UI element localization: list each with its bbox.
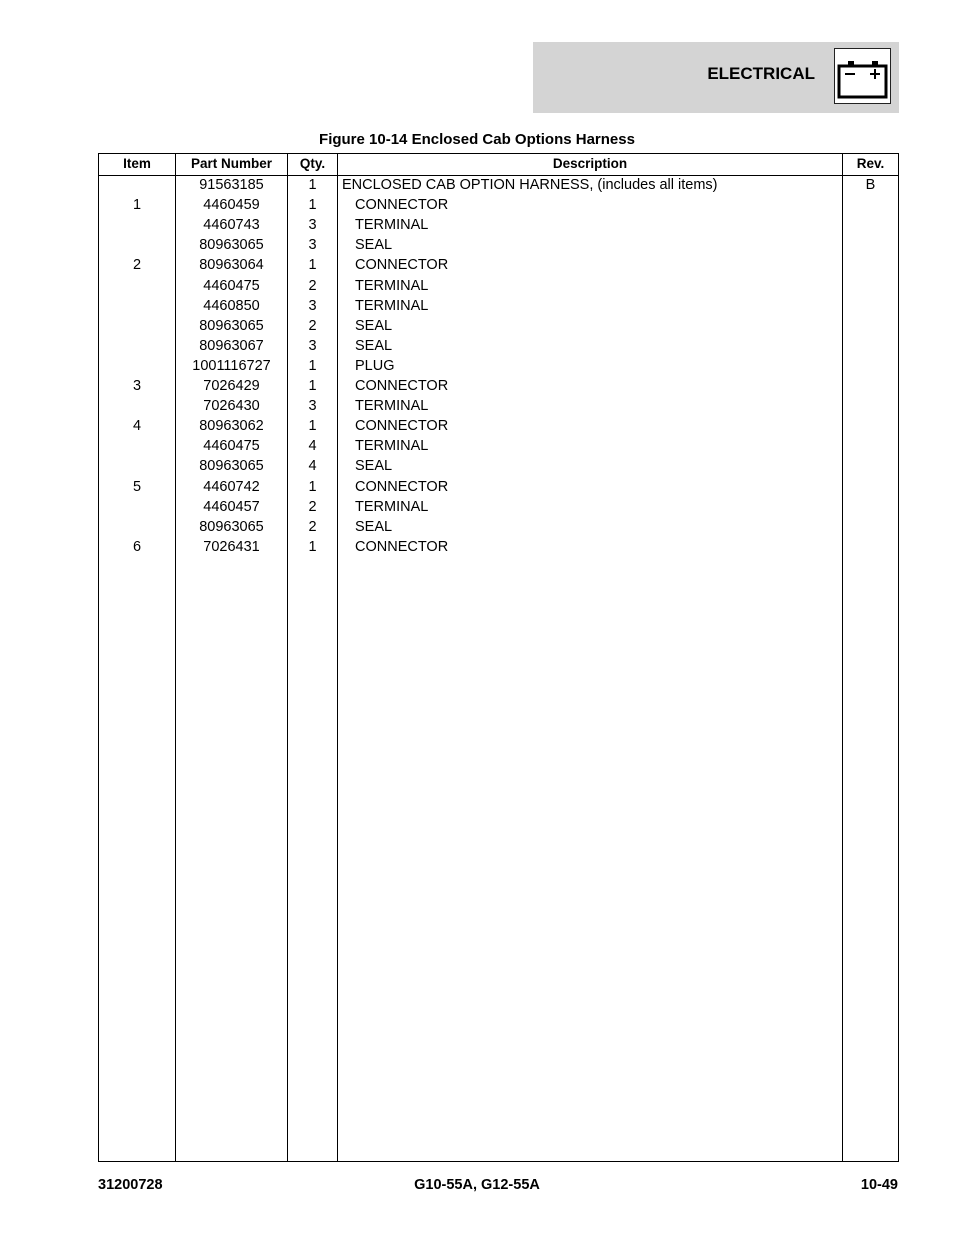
description-cell: CONNECTOR: [355, 418, 449, 435]
part-number-cell: 80963065: [199, 317, 264, 334]
table-row: [99, 416, 898, 436]
description-cell: SEAL: [355, 317, 393, 334]
battery-icon-graphic: [835, 49, 890, 103]
footer-doc-number: 31200728: [98, 1177, 163, 1193]
qty-cell: 3: [308, 297, 317, 314]
qty-cell: 4: [308, 458, 317, 475]
table-row: [99, 436, 898, 456]
footer-models: G10-55A, G12-55A: [414, 1177, 540, 1193]
qty-cell: 1: [308, 177, 317, 193]
description-cell: TERMINAL: [355, 277, 429, 294]
description-cell: TERMINAL: [355, 498, 429, 515]
qty-cell: 2: [308, 277, 317, 294]
battery-icon: [834, 48, 891, 104]
table-row: [99, 215, 898, 235]
rev-cell: B: [865, 177, 876, 193]
description-cell: TERMINAL: [355, 217, 429, 234]
qty-cell: 3: [308, 237, 317, 254]
qty-cell: 1: [308, 357, 317, 374]
qty-cell: 2: [308, 317, 317, 334]
table-row: [99, 477, 898, 497]
part-number-cell: 4460850: [203, 297, 260, 314]
table-row: [99, 235, 898, 255]
header-description: Description: [552, 156, 628, 171]
description-cell: CONNECTOR: [355, 257, 449, 274]
item-cell: 3: [132, 378, 142, 394]
part-number-cell: 1001116727: [192, 357, 271, 374]
description-cell: SEAL: [355, 237, 393, 254]
qty-cell: 3: [308, 217, 317, 234]
description-cell: CONNECTOR: [355, 378, 449, 394]
header-part-number: Part Number: [190, 156, 273, 171]
table-row: [99, 517, 898, 537]
table-row: [99, 396, 898, 416]
table-row: [99, 296, 898, 316]
header-item: Item: [123, 156, 151, 171]
part-number-cell: 80963065: [199, 458, 264, 475]
part-number-cell: 4460457: [203, 498, 260, 515]
qty-cell: 1: [308, 538, 317, 555]
part-number-cell: 80963065: [199, 518, 264, 535]
part-number-cell: 4460743: [203, 217, 260, 234]
part-number-cell: 80963067: [199, 337, 264, 354]
table-row: [99, 195, 898, 215]
description-cell: CONNECTOR: [355, 478, 449, 495]
table-row: [99, 537, 898, 557]
qty-cell: 1: [308, 197, 317, 214]
table-row: [99, 175, 898, 195]
qty-cell: 1: [308, 418, 317, 435]
part-number-cell: 80963064: [199, 257, 264, 274]
part-number-cell: 4460742: [203, 478, 260, 495]
table-row: [99, 456, 898, 476]
table-row: [99, 376, 898, 396]
part-number-cell: 4460459: [203, 197, 260, 214]
item-cell: 6: [132, 538, 142, 555]
figure-title: Figure 10-14 Enclosed Cab Options Harness: [319, 131, 635, 148]
section-title: ELECTRICAL: [707, 64, 815, 83]
part-number-cell: 80963062: [199, 418, 264, 435]
qty-cell: 1: [308, 378, 317, 394]
description-cell: CONNECTOR: [355, 538, 449, 555]
qty-cell: 3: [308, 337, 317, 354]
part-number-cell: 4460475: [203, 277, 260, 294]
header-rev: Rev.: [856, 156, 885, 171]
table-row: [99, 316, 898, 336]
description-cell: SEAL: [355, 458, 393, 475]
description-cell: TERMINAL: [355, 297, 429, 314]
qty-cell: 4: [308, 438, 317, 455]
parts-table: [98, 153, 899, 1162]
part-number-cell: 7026431: [203, 538, 260, 555]
table-row: [99, 356, 898, 376]
description-cell: PLUG: [355, 357, 395, 374]
description-cell: SEAL: [355, 337, 393, 354]
item-cell: 5: [132, 478, 142, 495]
table-row: [99, 255, 898, 275]
table-row: [99, 276, 898, 296]
qty-cell: 2: [308, 498, 317, 515]
footer-page-number: 10-49: [860, 1177, 898, 1193]
qty-cell: 2: [308, 518, 317, 535]
part-number-cell: 7026429: [203, 378, 260, 394]
table-row: [99, 497, 898, 517]
qty-cell: 3: [308, 398, 317, 415]
table-row: [99, 336, 898, 356]
header-qty: Qty.: [299, 156, 326, 171]
item-cell: 1: [132, 197, 142, 214]
part-number-cell: 4460475: [203, 438, 260, 455]
qty-cell: 1: [308, 478, 317, 495]
description-cell: TERMINAL: [355, 438, 429, 455]
description-cell: ENCLOSED CAB OPTION HARNESS, (includes all items): [342, 177, 718, 193]
qty-cell: 1: [308, 257, 317, 274]
description-cell: SEAL: [355, 518, 393, 535]
part-number-cell: 7026430: [203, 398, 260, 415]
section-banner: [533, 42, 899, 113]
item-cell: 2: [132, 257, 142, 274]
part-number-cell: 91563185: [199, 177, 264, 193]
description-cell: TERMINAL: [355, 398, 429, 415]
item-cell: 4: [132, 418, 142, 435]
part-number-cell: 80963065: [199, 237, 264, 254]
description-cell: CONNECTOR: [355, 197, 449, 214]
